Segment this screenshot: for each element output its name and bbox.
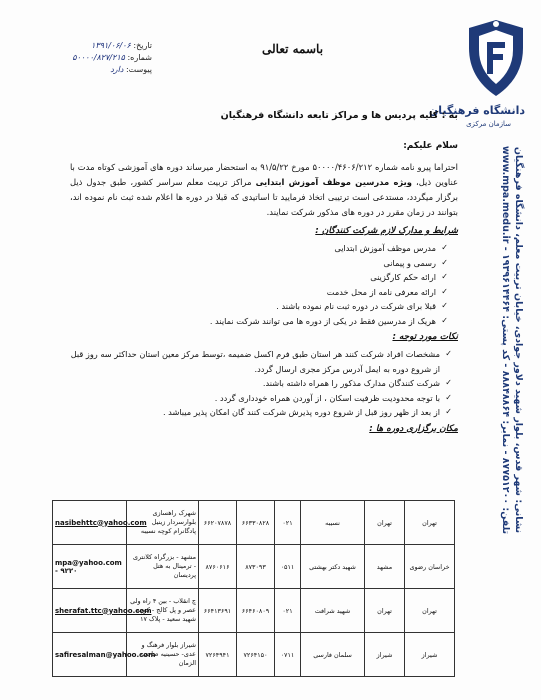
email-cell[interactable] [53,633,156,677]
address-cell: مشهد - بزرگراه کلانتری - ترمینال به هتل پردیسان [127,545,199,589]
center-cell: شهید دکتر بهشتی [301,545,365,589]
requirement-item: ✓ مدرس موظف آموزش ابتدایی [70,241,448,256]
table-row [53,633,455,677]
body-part1: احتراما پیرو نامه شماره ۵۰۰۰۰/۴۶۰۶/۲۱۲ مورخ ۹۱/۵/۲۲ به استحضار میرساند دوره های آموزشی کوتاه مدت با عناوین ذیل، [70,162,458,187]
date-line [62,40,152,52]
requirement-item: ✓ قبلا برای شرکت در دوره ثبت نام نموده باشند . [70,299,448,314]
phone-cell: ۶۶۴۶۰۸۰۹ [237,589,275,633]
attachment-label: پیوست: [125,65,152,74]
requirement-item: ✓ رسمی و پیمانی [70,256,448,271]
requirement-item: ✓ ارائه حکم کارگزینی [70,270,448,285]
address-cell: شیراز بلوار فرهنگ و عدی- حسینیه صاحب الزمان [127,633,199,677]
table-row [53,589,455,633]
province-cell: تهران [405,501,455,545]
notes-title: نکات مورد توجه : [392,332,458,342]
body-bold: ویژه مدرسین موظف آموزش ابتدایی [255,177,412,187]
side-banner [489,100,535,580]
notes-list [70,347,458,420]
number-label: شماره: [127,53,152,62]
fax-cell: ۸۷۶۰۶۱۶ [199,545,237,589]
code-cell: ۰۷۱۱ [275,633,301,677]
city-cell: تهران [365,589,405,633]
university-logo-icon [461,18,531,98]
venues-table [52,500,455,677]
number-value: ۵۰۰۰۰/۸۲۷/۲۱۵ [72,53,125,62]
email-cell[interactable] [53,589,152,633]
venues-title: مکان برگزاری دوره ها : [369,423,458,434]
province-cell: تهران [405,589,455,633]
phone-cell: ۷۲۶۴۱۵۰ [237,633,275,677]
university-name: دانشگاه فرهنگیان [428,104,525,117]
banner-contacts: تلفن: ۸۷۷۵۱۲۰۰ - نمابر: ۸۸۸۴۸۸۶۴ - کد پستی: ۱۹۳۹۶۱۴۴۶۴ - www.mpa.medu.ir [500,145,511,535]
center-cell: سلمان فارسی [301,633,365,677]
number-line [62,52,152,64]
date-label: تاریخ: [133,41,152,50]
attachment-value: دارد [110,65,124,74]
letter-meta [62,40,152,76]
phone-cell: ۶۶۳۳۰۸۲۸ [237,501,275,545]
center-cell: شهید شرافت [301,589,365,633]
code-cell: ۰۵۱۱ [275,545,301,589]
attachment-line [62,64,152,76]
greeting: سلام علیکم: [403,141,458,151]
email-link[interactable]: nasibehttc@yahoo.com [55,518,147,527]
note-item: ✓ با توجه محدودیت ظرفیت اسکان ، از آوردن همراه خودداری گردد . [70,391,452,406]
province-cell: شیراز [405,633,455,677]
email-link[interactable]: safiresalman@yahoo.com [55,650,156,659]
province-cell: خراسان رضوی [405,545,455,589]
note-item: ✓ از بعد از ظهر روز قبل از شروع دوره پذیرش شرکت کنند گان امکان پذیر میباشد . [70,405,452,420]
side-banner-text [489,100,535,580]
venues-table-wrap [52,500,454,677]
address-cell: شهرک راهسازی بلوارسردار زینیل پادگانرام کوچه نسیبه [127,501,199,545]
organization-unit: سازمان مرکزی [466,120,511,128]
code-cell: ۰۲۱ [275,501,301,545]
note-item: ✓ شرکت کنندگان مدارک مذکور را همراه داشته باشند. [70,376,452,391]
table-row [53,501,455,545]
fax-cell: ۶۶۲۰۷۸۷۸ [199,501,237,545]
letter-body [70,108,458,439]
fax-cell: ۶۶۴۱۳۶۹۱ [199,589,237,633]
center-cell: نسیبه [301,501,365,545]
city-cell: تهران [365,501,405,545]
requirement-item: ✓ ارائه معرفی نامه از محل خدمت [70,285,448,300]
body-part2: مراکز تربیت معلم سراسر کشور، طبق جدول ذیل برگزار میگردد، مستدعی است ترتیبی اتخاذ فرمایید تا اساتیدی که قبلا در دوره ها اعلام شده ثبت نام نموده اند، بتوانند در زمان مقرر در دوره های مذکور شرکت نمایند. [70,177,458,217]
city-cell: مشهد [365,545,405,589]
email-link[interactable]: mpa@yahoo.com - ۹۲۲۰ [55,558,122,575]
requirements-title: شرایط و مدارک لازم شرکت کنندگان : [315,226,458,236]
city-cell: شیراز [365,633,405,677]
table-row [53,545,455,589]
body-paragraph [70,160,458,220]
note-item: ✓ مشخصات افراد شرکت کنند هر استان طبق فرم اکسل ضمیمه ،توسط مرکز معین استان حداکثر سه روز قبل از شروع دوره به ایمل آدرس مرکز مجری ارسال گردد. [70,347,452,376]
recipient-line: به : کلیه پردیس ها و مراکز تابعه دانشگاه فرهنگیان [220,110,458,121]
basmala: باسمه تعالی [262,42,324,56]
email-link[interactable]: sherafat.ttc@yahoo.com [55,606,152,615]
address-cell: چ انقلاب - بین ۴ راه ولی عصر و پل کالج - کوچه شهید سعید - پلاک ۱۷ [127,589,199,633]
date-value: ۱۳۹۱/۰۶/۰۶ [91,41,131,50]
banner-address: نشانی: شهر قدس، بلوار شهید دلاور جوادی، خیابان تربیت معلم، دانشگاه فرهنگیان [513,146,524,534]
fax-cell: ۷۲۶۴۹۴۱ [199,633,237,677]
email-cell[interactable] [53,545,127,589]
requirements-list [70,241,458,328]
requirement-item: ✓ هریک از مدرسین فقط در یکی از دوره ها می توانند شرکت نمایند . [70,314,448,329]
code-cell: ۰۲۱ [275,589,301,633]
email-cell[interactable] [53,501,147,545]
phone-cell: ۸۷۳۰۹۳ [237,545,275,589]
